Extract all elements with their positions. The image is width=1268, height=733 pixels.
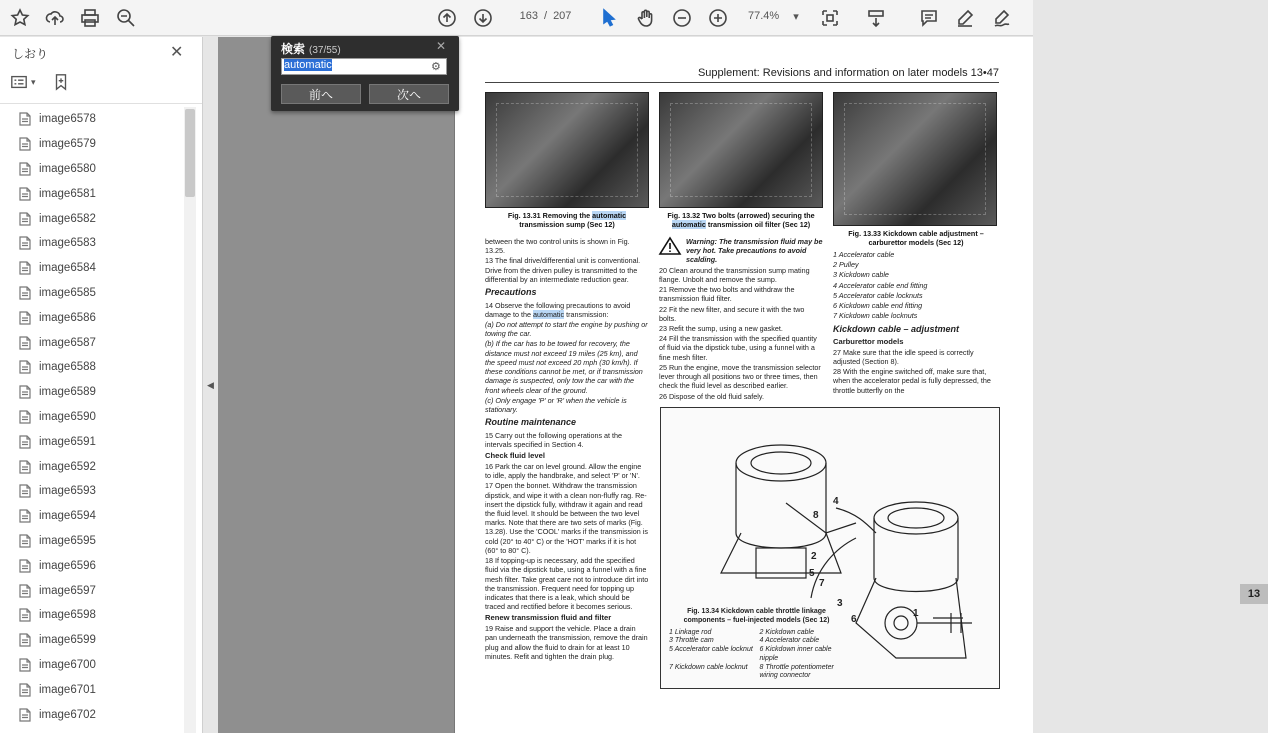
legend-item: 1 Linkage rod	[669, 628, 712, 636]
legend-item: 4 Accelerator cable end fitting	[833, 280, 928, 290]
panel-tools	[10, 73, 70, 91]
panel-collapse-handle[interactable]	[204, 37, 218, 733]
scrollbar-thumb[interactable]	[185, 109, 195, 197]
bookmark-label: image6580	[39, 162, 96, 175]
print-icon[interactable]	[78, 6, 102, 30]
callout-number: 1	[913, 608, 919, 619]
bookmark-item[interactable]	[18, 355, 183, 380]
gear-icon[interactable]: ⚙	[431, 61, 441, 73]
legend-item: 8 Throttle potentiometer wiring connector	[759, 663, 834, 680]
panel-title: しおり	[12, 47, 49, 61]
bookmark-label: image6584	[39, 262, 96, 275]
callout-number: 5	[809, 568, 815, 579]
zoom-value: 77.4%	[748, 10, 780, 22]
zoom-select[interactable]	[748, 10, 799, 23]
previous-page-icon[interactable]	[435, 6, 459, 30]
paragraph: 20 Clean around the transmission sump mating flange. Unbolt and remove the sump.	[659, 265, 810, 284]
paragraph: 27 Make sure that the idle speed is correctly adjusted (Section 8).	[833, 347, 974, 366]
bookmark-label: image6701	[39, 683, 96, 696]
bookmark-page-icon	[18, 708, 32, 722]
photo-fig-13-33	[833, 92, 997, 226]
sub-heading: Check fluid level	[485, 451, 545, 461]
bookmark-page-icon	[18, 236, 32, 250]
legend-item: 1 Accelerator cable	[833, 250, 895, 259]
pdf-page	[454, 37, 1261, 733]
bookmark-page-icon	[18, 584, 32, 598]
bookmark-label: image6594	[39, 510, 96, 523]
bookmark-item[interactable]	[18, 281, 183, 306]
text-column-3	[833, 250, 999, 396]
paragraph: 18 If topping-up is necessary, add the specified fluid via the dipstick tube, using a funnel with a fine mesh filter. Take great care not to introduce dirt into the transmission. Frequent need for topping up indicates that there is a leak, which should be traced and rectified before it becomes serious.	[485, 556, 649, 612]
bookmark-page-icon	[18, 559, 32, 573]
callout-number: 2	[811, 551, 817, 562]
bookmark-page-icon	[18, 286, 32, 300]
bookmark-page-icon	[18, 484, 32, 498]
document-viewport[interactable]	[218, 37, 1261, 733]
caption-fig-13-32: Fig. 13.32 Two bolts (arrowed) securing the automatic transmission oil filter (Sec 12)	[667, 211, 815, 229]
bookmark-item[interactable]	[18, 405, 183, 430]
warning-triangle-icon	[659, 237, 681, 255]
close-icon[interactable]: ✕	[170, 44, 184, 61]
highlight-pen-icon[interactable]	[953, 6, 977, 30]
paragraph: 16 Park the car on level ground. Allow the engine to idle, apply the handbrake, and select 'P' or 'N'.	[485, 461, 642, 481]
bookmark-page-icon	[18, 261, 32, 275]
bookmark-page-icon	[18, 658, 32, 672]
bookmark-item[interactable]	[18, 479, 183, 504]
callout-number: 3	[837, 598, 843, 609]
page-navigation	[516, 10, 571, 22]
scrollbar[interactable]	[184, 107, 196, 733]
sub-heading: Renew transmission fluid and filter	[485, 613, 612, 623]
bookmark-star-icon[interactable]	[8, 6, 32, 30]
bookmark-label: image6591	[39, 435, 96, 448]
bookmark-item[interactable]	[18, 504, 183, 529]
page-total: 207	[553, 10, 572, 22]
callout-number: 6	[851, 614, 857, 625]
paragraph: 24 Fill the transmission with the specified quantity of fluid via the dipstick tube, using a funnel with a fine mesh filter.	[659, 334, 817, 362]
legend-item: 6 Kickdown inner cable nipple	[759, 646, 832, 662]
bookmark-item[interactable]	[18, 529, 183, 554]
bookmark-item[interactable]	[18, 157, 183, 182]
bookmark-page-icon	[18, 410, 32, 424]
legend-item: 4 Accelerator cable	[759, 637, 820, 645]
bookmark-label: image6589	[39, 386, 96, 399]
bookmark-label: image6583	[39, 237, 96, 250]
bookmark-label: image6596	[39, 559, 96, 572]
upload-cloud-icon[interactable]	[43, 6, 67, 30]
bookmark-item[interactable]	[18, 702, 183, 727]
find-input[interactable]	[281, 58, 447, 75]
chapter-tab[interactable]: 13	[1240, 584, 1268, 604]
legend-item: 6 Kickdown cable end fitting	[833, 301, 923, 311]
legend-item: 2 Kickdown cable	[759, 628, 814, 636]
bookmark-list	[18, 107, 183, 727]
fig-13-33-legend	[833, 250, 999, 321]
section-heading: Routine maintenance	[485, 417, 577, 428]
bookmark-label: image6599	[39, 634, 96, 647]
paragraph: 14 Observe the following precautions to avoid damage to the automatic transmission:	[485, 300, 631, 319]
callout-number: 8	[813, 510, 819, 521]
paragraph: 23 Refit the sump, using a new gasket.	[659, 323, 783, 333]
search-zoom-icon[interactable]	[114, 6, 138, 30]
bookmark-item[interactable]	[18, 132, 183, 157]
bookmark-page-icon	[18, 311, 32, 325]
toolbar	[0, 0, 1033, 36]
running-head: Supplement: Revisions and information on later models 13•47	[485, 67, 999, 83]
paragraph: 19 Raise and support the vehicle. Place a drain pan underneath the transmission, remove the drain plug and allow the fluid to drain for at least 10 minutes. Refit and tighten the drain plug.	[485, 624, 648, 661]
list-item: (b) If the car has to be towed for recovery, the distance must not exceed 19 miles (25 km), and the speed must not exceed 20 mph (30 km/h). If these conditions cannot be met, or if transmission damage is suspected, only tow the car with the front wheels clear of the ground.	[485, 339, 643, 395]
bookmark-item[interactable]	[18, 578, 183, 603]
bookmark-page-icon	[18, 162, 32, 176]
bookmark-label: image6579	[39, 138, 96, 151]
list-item: (c) Only engage 'P' or 'R' when the vehicle is stationary.	[485, 395, 627, 415]
bookmark-label: image6702	[39, 708, 96, 721]
legend-item: 5 Accelerator cable locknuts	[833, 290, 923, 300]
text-column-2	[659, 237, 823, 402]
warning-text: Warning: The transmission fluid may be very hot. Take precautions to avoid scalding.	[686, 237, 823, 265]
bookmark-page-icon	[18, 360, 32, 374]
bookmark-item[interactable]	[18, 305, 183, 330]
bookmark-item[interactable]	[18, 206, 183, 231]
photo-fig-13-31	[485, 92, 649, 208]
bookmark-item[interactable]	[18, 256, 183, 281]
bookmark-page-icon	[18, 336, 32, 350]
find-next-button[interactable]: 次へ	[369, 84, 449, 104]
paragraph: 22 Fit the new filter, and secure it with the two bolts.	[659, 304, 805, 323]
fig-13-34-legend	[669, 608, 844, 681]
bookmark-item[interactable]	[18, 181, 183, 206]
callout-number: 4	[833, 496, 839, 507]
paragraph: 28 With the engine switched off, make sure that, when the accelerator pedal is fully depressed, the throttle butterfly on the	[833, 367, 991, 395]
legend-item: 3 Throttle cam	[669, 637, 714, 645]
find-previous-button[interactable]: 前へ	[281, 84, 361, 104]
comment-icon[interactable]	[917, 6, 941, 30]
bookmark-page-icon	[18, 534, 32, 548]
legend-item: 7 Kickdown cable locknuts	[833, 311, 918, 321]
bookmark-page-icon	[18, 435, 32, 449]
bookmark-label: image6598	[39, 609, 96, 622]
bookmark-label: image6592	[39, 460, 96, 473]
bookmark-page-icon	[18, 385, 32, 399]
legend-item: 3 Kickdown cable	[833, 270, 889, 280]
find-query: automatic	[284, 59, 332, 71]
paragraph: 26 Dispose of the old fluid safely.	[659, 391, 764, 401]
add-bookmark-icon[interactable]	[52, 73, 70, 91]
bookmark-page-icon	[18, 608, 32, 622]
bookmark-item[interactable]	[18, 231, 183, 256]
legend-item: 7 Kickdown cable locknut	[669, 663, 748, 671]
bookmark-item[interactable]	[18, 628, 183, 653]
page-number-input[interactable]: 163	[519, 10, 538, 22]
legend-item: 5 Accelerator cable locknut	[669, 646, 753, 653]
bookmark-item[interactable]	[18, 677, 183, 702]
find-title: 検索 (37/55)	[281, 42, 341, 56]
paragraph: 13 The final drive/differential unit is conventional. Drive from the driven pulley is transmitted to the differential by an intermediate reduction gear.	[485, 256, 641, 284]
bookmark-page-icon	[18, 112, 32, 126]
bookmark-page-icon	[18, 633, 32, 647]
paragraph: 25 Run the engine, move the transmission selector lever through all positions two or three times, then check the fluid level as described earlier.	[659, 362, 821, 391]
paragraph: 21 Remove the two bolts and withdraw the transmission fluid filter.	[659, 285, 795, 304]
bookmark-label: image6590	[39, 410, 96, 423]
bookmark-label: image6587	[39, 336, 96, 349]
section-heading: Precautions	[485, 287, 537, 298]
bookmark-item[interactable]	[18, 603, 183, 628]
bookmark-item[interactable]	[18, 653, 183, 678]
bookmark-label: image6585	[39, 286, 96, 299]
caption-fig-13-34: Fig. 13.34 Kickdown cable throttle linkage components – fuel-injected models (Sec 12)	[683, 608, 830, 624]
photo-fig-13-32	[659, 92, 823, 208]
chevron-down-icon: ▾	[31, 76, 36, 87]
bookmark-label: image6597	[39, 584, 96, 597]
text-column-1	[485, 237, 649, 662]
page-separator: /	[544, 10, 548, 22]
list-item: (a) Do not attempt to start the engine by pushing or towing the car.	[485, 320, 648, 339]
scroll-mode-icon[interactable]	[864, 6, 888, 30]
bookmark-page-icon	[18, 187, 32, 201]
zoom-out-icon[interactable]	[670, 6, 694, 30]
bookmark-label: image6578	[39, 113, 96, 126]
find-dialog	[271, 36, 459, 111]
collapse-arrow-icon: ◀	[207, 380, 214, 390]
sub-heading: Carburettor models	[833, 337, 904, 347]
bookmark-label: image6595	[39, 534, 96, 547]
bookmark-page-icon	[18, 212, 32, 226]
hand-tool-icon[interactable]	[634, 6, 658, 30]
chevron-down-icon: ▾	[793, 11, 799, 23]
caption-fig-13-31: Fig. 13.31 Removing the automatic transmission sump (Sec 12)	[507, 211, 627, 229]
bookmark-page-icon	[18, 460, 32, 474]
options-menu-button[interactable]	[10, 73, 36, 91]
bookmark-label: image6586	[39, 311, 96, 324]
callout-number: 7	[819, 578, 825, 589]
bookmark-label: image6582	[39, 212, 96, 225]
bookmark-item[interactable]	[18, 107, 183, 132]
fig-13-34-legend-grid	[669, 629, 844, 682]
bookmark-page-icon	[18, 683, 32, 697]
match-count: (37/55)	[309, 45, 341, 56]
section-heading: Kickdown cable – adjustment	[833, 323, 960, 334]
close-icon[interactable]: ✕	[436, 39, 447, 53]
bookmark-item[interactable]	[18, 380, 183, 405]
list-options-icon	[10, 73, 28, 91]
paragraph: 15 Carry out the following operations at the intervals specified in Section 4.	[485, 430, 623, 449]
bookmark-page-icon	[18, 137, 32, 151]
bookmark-label: image6581	[39, 187, 96, 200]
legend-item: 2 Pulley	[833, 260, 859, 270]
bookmark-label: image6593	[39, 485, 96, 498]
paragraph: between the two control units is shown in Fig. 13.25.	[485, 237, 630, 256]
bookmark-label: image6700	[39, 658, 96, 671]
diagram-fig-13-34	[660, 407, 1000, 689]
bookmark-item[interactable]	[18, 330, 183, 355]
bookmarks-panel	[0, 37, 203, 733]
next-page-icon[interactable]	[471, 6, 495, 30]
zoom-in-icon[interactable]	[706, 6, 730, 30]
bookmark-item[interactable]	[18, 454, 183, 479]
caption-fig-13-33: Fig. 13.33 Kickdown cable adjustment – carburettor models (Sec 12)	[848, 229, 984, 247]
paragraph: 17 Open the bonnet. Withdraw the transmission dipstick, and wipe it with a clean non-fluffy rag. Re-insert the dipstick fully, withdraw it again and read the fluid level. It should be between the two level marks. Note that there are two sets of marks (Fig. 13.28). Use the 'COOL' marks if the transmission is cold (20° to 40° C) or the 'HOT' marks if it is hot (60° to 80° C).	[485, 481, 648, 555]
fit-page-icon[interactable]	[818, 6, 842, 30]
bookmark-item[interactable]	[18, 429, 183, 454]
sign-icon[interactable]	[990, 6, 1014, 30]
bookmark-page-icon	[18, 509, 32, 523]
select-cursor-icon[interactable]	[597, 6, 621, 30]
divider	[0, 103, 202, 104]
bookmark-item[interactable]	[18, 553, 183, 578]
bookmark-label: image6588	[39, 361, 96, 374]
